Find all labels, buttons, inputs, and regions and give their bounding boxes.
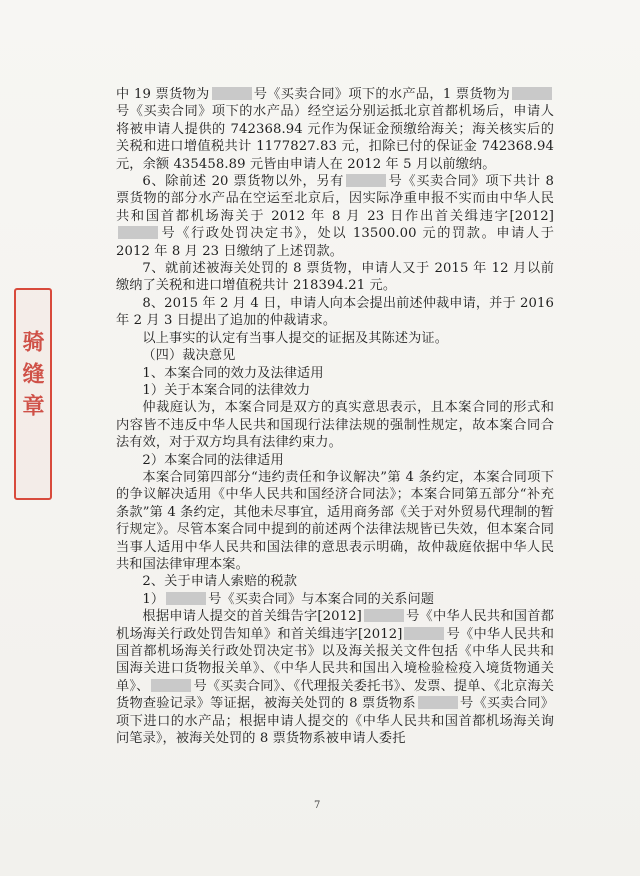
paragraph-text: 号《行政处罚决定书》，处以 13500.00 元的罚款。申请人于 2012 年 8 月 23 日缴纳了上述罚款。 <box>116 226 554 259</box>
paragraph <box>116 452 554 469</box>
paragraph-text: 1）关于本案合同的法律效力 <box>142 382 311 398</box>
paragraph <box>116 365 554 382</box>
redaction-box <box>364 609 404 622</box>
paragraph-text: 根据申请人提交的首关缉告字[2012] <box>142 609 362 625</box>
paragraph-text: 1） <box>142 591 165 607</box>
paragraph-text: 7、就前述被海关处罚的 8 票货物，申请人又于 2015 年 12 月以前缴纳了关税和进口增值税共计 218394.21 元。 <box>116 261 554 294</box>
paragraph-text: 号《中华人民共和国首都机场海关行政处罚告知单》和首关缉违字[2012] <box>116 609 554 642</box>
redaction-box <box>118 226 158 239</box>
paragraph-text: 本案合同第四部分“违约责任和争议解决”第 4 条约定，本案合同项下的争议解决适用《中华人民共和国经济合同法》；本案合同第五部分“补充条款”第 4 条约定，其他未尽事宜，适用商务部《关于对外贸易代理制的暂行规定》。尽管本案合同中提到的前述两个法律法规皆已失效，但本案合同当事人适用中华人民共和国法律的意思表示明确，故仲裁庭依据中华人民共和国法律审理本案。 <box>116 469 554 572</box>
paragraph-text: 1、本案合同的效力及法律适用 <box>142 365 324 381</box>
redaction-box <box>212 87 252 100</box>
page-number: 7 <box>314 800 321 811</box>
paragraph-text: 8、2015 年 2 月 4 日，申请人向本会提出前述仲裁申请，并于 2016 年 2 月 3 日提出了追加的仲裁请求。 <box>116 295 554 329</box>
paragraph <box>116 330 554 347</box>
paragraph <box>116 573 554 590</box>
paragraph <box>116 260 554 295</box>
paragraph-text: 号《买卖合同》项下进口的水产品；根据申请人提交的《中华人民共和国首都机场海关询问笔录》，被海关处罚的 8 票货物系被申请人委托 <box>116 696 554 747</box>
paragraph <box>116 591 554 608</box>
paragraph <box>116 295 554 330</box>
paragraph-text: 以上事实的认定有当事人提交的证据及其陈述为证。 <box>142 330 449 346</box>
document-body <box>116 86 554 747</box>
paragraph-text: 中 19 票货物为 <box>116 87 210 102</box>
paragraph-text: 号《买卖合同》项下的水产品，1 票货物为 <box>253 87 510 102</box>
redaction-box <box>151 679 191 692</box>
paragraph <box>116 382 554 399</box>
paragraph-text: 6、除前述 20 票货物以外，另有 <box>142 174 345 190</box>
paragraph <box>116 347 554 364</box>
redaction-box <box>512 87 552 100</box>
paragraph <box>116 608 554 747</box>
redaction-box <box>346 174 386 187</box>
paragraph-text: 2、关于申请人索赔的税款 <box>142 574 298 590</box>
paragraph-text: 仲裁庭认为，本案合同是双方的真实意思表示，且本案合同的形式和内容皆不违反中华人民共和国现行法律法规的强制性规定，故本案合同合法有效，对于双方均具有法律约束力。 <box>116 400 554 451</box>
redaction-box <box>404 627 444 640</box>
paragraph-text: 2）本案合同的法律适用 <box>142 452 284 468</box>
paragraph <box>116 86 554 173</box>
paragraph <box>116 399 554 451</box>
paragraph <box>116 469 554 573</box>
seam-seal-stamp <box>14 288 52 500</box>
paragraph-text: 号《买卖合同》项下共计 8 票货物的部分水产品在空运至北京后，因实际净重申报不实而由中华人民共和国首都机场海关于 2012 年 8 月 23 日作出首关缉违字[2012] <box>116 174 554 224</box>
paragraph-text: 号《买卖合同》与本案合同的关系问题 <box>208 591 435 607</box>
redaction-box <box>418 696 458 709</box>
paragraph-text: 号《中华人民共和国首都机场海关行政处罚决定书》以及海关报关文件包括《中华人民共和国海关进口货物报关单》、《中华人民共和国出入境检验检疫入境货物通关单》、 <box>116 626 554 694</box>
seam-seal-text: 骑缝章 <box>19 330 44 426</box>
redaction-box <box>166 592 206 605</box>
paragraph-text: （四）裁决意见 <box>142 348 236 364</box>
paragraph-text: 号《买卖合同》、《代理报关委托书》、发票、提单、《北京海关货物查验记录》等证据，被海关处罚的 8 票货物系 <box>116 678 555 712</box>
paragraph <box>116 173 554 260</box>
paragraph-text: 号《买卖合同》项下的水产品）经空运分别运抵北京首都机场后，申请人将被申请人提供的 742368.94 元作为保证金预缴给海关；海关核实后的关税和进口增值税共计 1177827.83 元，扣除已付的保证金 742368.94 元，余额 435458.89 元皆由申请人在 2012 年 5 月以前缴纳。 <box>116 104 554 172</box>
